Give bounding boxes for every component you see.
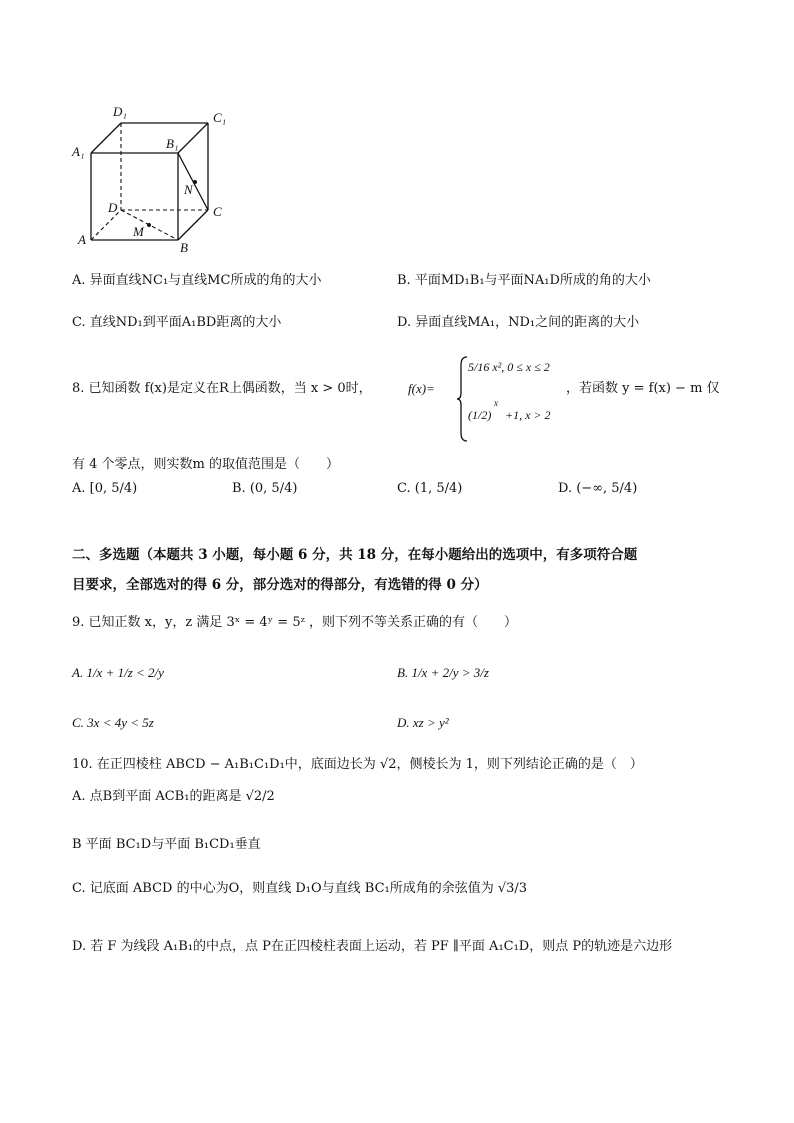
q7-option-d: D. 异面直线MA₁，ND₁之间的距离的大小 (397, 315, 640, 330)
q8-option-d: D. (−∞, 5/4) (558, 481, 638, 496)
q7-option-b: B. 平面MD₁B₁与平面NA₁D所成的角的大小 (397, 273, 651, 288)
label-C1: C₁ (213, 110, 227, 125)
q10-option-c: C. 记底面 ABCD 的中心为O，则直线 D₁O与直线 BC₁所成角的余弦值为 √3/3 (72, 881, 528, 896)
q8-piecewise-brace (455, 355, 469, 443)
section2-heading-line1: 二、多选题（本题共 3 小题，每小题 6 分，共 18 分，在每小题给出的选项中，有多项符合题 (72, 547, 638, 563)
edge-B1C1 (178, 123, 208, 153)
q8-case-2-tail: +1, x > 2 (505, 408, 551, 422)
q10-option-b: B 平面 BC₁D与平面 B₁CD₁垂直 (72, 837, 261, 852)
label-D1: D₁ (113, 104, 127, 119)
label-M: M (133, 224, 144, 239)
edge-A1D1 (91, 123, 121, 153)
q8-case-2-exp: x (494, 398, 498, 408)
q8-option-c: C. (1, 5/4) (397, 481, 463, 496)
label-D: D (108, 200, 118, 215)
q8-stem-part1: 8. 已知函数 f(x)是定义在R上偶函数，当 x > 0时， (72, 381, 372, 396)
q8-stem-part3: 有 4 个零点，则实数m 的取值范围是（ ） (72, 457, 339, 472)
q9-stem: 9. 已知正数 x，y，z 满足 3ˣ = 4ʸ = 5ᶻ ，则下列不等关系正确的有（ ） (72, 615, 518, 630)
label-A1: A₁ (72, 144, 85, 159)
q9-option-a: A. 1/x + 1/z < 2/y (72, 665, 164, 680)
section2-heading-line2: 目要求，全部选对的得 6 分，部分选对的得部分，有选错的得 0 分） (72, 577, 488, 593)
label-B1: B₁ (166, 136, 179, 151)
q7-option-c: C. 直线ND₁到平面A₁BD距离的大小 (72, 315, 282, 330)
q10-option-a: A. 点B到平面 ACB₁的距离是 √2/2 (72, 789, 275, 804)
q9-option-c: C. 3x < 4y < 5z (72, 715, 154, 730)
q10-stem: 10. 在正四棱柱 ABCD − A₁B₁C₁D₁中，底面边长为 √2，侧棱长为 1，则下列结论正确的是（ ） (72, 757, 643, 772)
label-N: N (184, 182, 193, 197)
point-M (147, 223, 151, 227)
q9-option-d: D. xz > y² (397, 715, 449, 730)
q10-option-d: D. 若 F 为线段 A₁B₁的中点，点 P在正四棱柱表面上运动，若 PF ∥平面 A₁C₁D，则点 P的轨迹是六边形 (72, 939, 673, 954)
edge-BC (178, 210, 208, 240)
q8-stem-part2: ，若函数 y = f(x) − m 仅 (566, 381, 720, 396)
q9-option-b: B. 1/x + 2/y > 3/z (397, 665, 489, 680)
cube-figure (70, 100, 240, 260)
q8-fx: f(x)= (408, 381, 435, 396)
q8-option-b: B. (0, 5/4) (232, 481, 298, 496)
edge-B1C (178, 153, 208, 210)
q8-case-1: 5/16 x², 0 ≤ x ≤ 2 (468, 360, 550, 374)
point-N (193, 180, 197, 184)
label-B: B (180, 240, 188, 255)
q7-option-a: A. 异面直线NC₁与直线MC所成的角的大小 (72, 273, 322, 288)
label-C: C (213, 204, 222, 219)
label-A: A (78, 232, 86, 247)
q8-option-a: A. [0, 5/4) (72, 481, 138, 496)
q8-case-2-base: (1/2) (468, 408, 492, 422)
